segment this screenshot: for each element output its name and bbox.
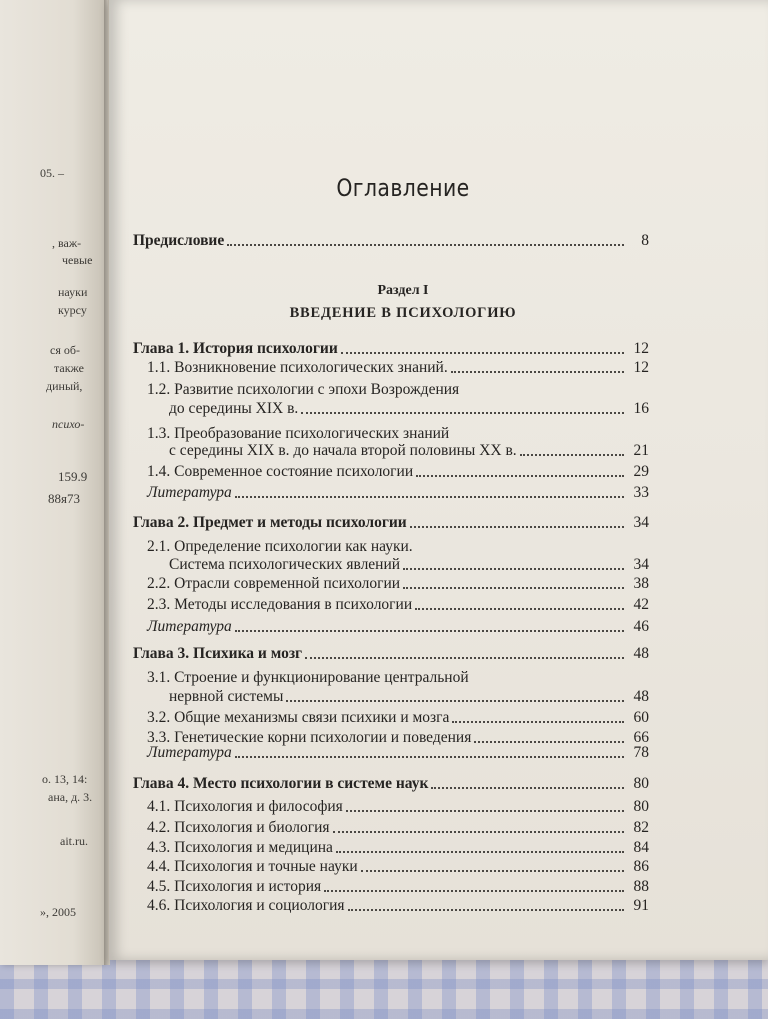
dot-leader	[451, 371, 624, 373]
toc-label-cont: до середины XIX в.	[169, 400, 299, 417]
toc-item	[147, 897, 649, 915]
toc-chapter	[133, 775, 649, 793]
dot-leader	[348, 909, 624, 911]
toc-item	[147, 709, 649, 727]
toc-page-number: 80	[633, 775, 649, 792]
section-label: Раздел I	[377, 283, 429, 298]
toc-page-number: 34	[633, 514, 649, 531]
toc-chapter	[133, 514, 649, 532]
toc-page-number: 86	[633, 858, 649, 875]
dot-leader	[341, 352, 624, 354]
toc-chapter	[133, 645, 649, 663]
left-fragment: о. 13, 14:	[42, 772, 88, 786]
toc-page-number: 82	[633, 819, 649, 836]
toc-item	[147, 575, 649, 593]
toc-page-number: 80	[633, 798, 649, 815]
left-fragment: чевые	[62, 253, 93, 267]
dot-leader	[333, 831, 624, 833]
left-fragment: психо-	[52, 417, 85, 431]
dot-leader	[346, 810, 624, 812]
toc-label: Глава 1. История психологии	[133, 340, 338, 357]
toc-page-number: 16	[633, 400, 649, 417]
toc-label: 3.3. Генетические корни психологии и поведения	[147, 729, 472, 746]
left-fragment: 159.9	[58, 469, 88, 484]
toc-label-cont: с середины XIX в. до начала второй половины XX в.	[169, 442, 517, 459]
toc-item	[169, 556, 649, 574]
toc-label: Литература	[147, 744, 232, 761]
toc-page-number: 48	[633, 688, 649, 705]
left-fragment: ся об-	[50, 343, 80, 357]
toc-preface	[133, 232, 649, 250]
dot-leader	[305, 657, 624, 659]
toc-label: Предисловие	[133, 232, 225, 249]
toc-page-number: 42	[633, 596, 649, 613]
toc-page-number: 21	[633, 442, 649, 459]
toc-item	[147, 858, 649, 876]
toc-label-cont: Система психологических явлений	[169, 556, 401, 573]
toc-label: 4.6. Психология и социология	[147, 897, 345, 914]
toc-page-number: 46	[633, 618, 649, 635]
left-fragment: также	[54, 361, 85, 375]
contents-page	[108, 0, 768, 960]
left-fragment: 05. –	[40, 166, 64, 180]
toc-label: Глава 3. Психика и мозг	[133, 645, 303, 662]
toc-label: 1.4. Современное состояние психологии	[147, 463, 414, 480]
toc-label: Глава 4. Место психологии в системе наук	[133, 775, 429, 792]
left-fragment: ait.ru.	[60, 834, 88, 848]
dot-leader	[361, 870, 624, 872]
dot-leader	[520, 454, 624, 456]
left-fragment: 88я73	[48, 491, 80, 506]
toc-page-number: 29	[633, 463, 649, 480]
dot-leader	[235, 756, 624, 758]
toc-item	[147, 744, 649, 762]
toc-item-label: 1.2. Развитие психологии с эпохи Возрождения	[147, 381, 460, 398]
toc-label: 4.1. Психология и философия	[147, 798, 343, 815]
toc-item	[147, 839, 649, 857]
dot-leader	[403, 587, 624, 589]
left-fragment: », 2005	[40, 905, 76, 919]
page-title: Оглавление	[336, 174, 470, 202]
toc-item-label: 2.1. Определение психологии как науки.	[147, 538, 413, 555]
toc-page-number: 60	[633, 709, 649, 726]
dot-leader	[415, 608, 624, 610]
toc-label: 4.3. Психология и медицина	[147, 839, 333, 856]
toc-item	[147, 484, 649, 502]
toc-item	[147, 819, 649, 837]
toc-item	[169, 688, 649, 706]
toc-label: Глава 2. Предмет и методы психологии	[133, 514, 407, 531]
toc-page-number: 91	[633, 897, 649, 914]
dot-leader	[431, 787, 624, 789]
toc-label: 4.4. Психология и точные науки	[147, 858, 358, 875]
toc-label: 2.2. Отрасли современной психологии	[147, 575, 401, 592]
toc-item	[147, 618, 649, 636]
toc-page-number: 38	[633, 575, 649, 592]
left-fragment: науки	[58, 285, 88, 299]
toc-item	[147, 798, 649, 816]
toc-label: 2.3. Методы исследования в психологии	[147, 596, 413, 613]
toc-label: 4.5. Психология и история	[147, 878, 322, 895]
toc-item	[169, 442, 649, 460]
toc-page-number: 8	[641, 232, 649, 249]
dot-leader	[286, 700, 624, 702]
toc-item	[147, 596, 649, 614]
toc-item-label: 3.1. Строение и функционирование центральной	[147, 669, 469, 686]
toc-page-number: 34	[633, 556, 649, 573]
left-fragment: диный,	[46, 379, 83, 393]
toc-label: 4.2. Психология и биология	[147, 819, 330, 836]
dot-leader	[301, 412, 624, 414]
dot-leader	[474, 741, 624, 743]
dot-leader	[416, 475, 624, 477]
toc-page-number: 12	[633, 340, 649, 357]
section-title: ВВЕДЕНИЕ В ПСИХОЛОГИЮ	[289, 305, 517, 321]
dot-leader	[324, 890, 624, 892]
toc-label: Литература	[147, 484, 232, 501]
toc-item-label: 1.3. Преобразование психологических знаний	[147, 425, 450, 442]
toc-item	[147, 878, 649, 896]
dot-leader	[235, 496, 624, 498]
toc-page-number: 48	[633, 645, 649, 662]
toc-item	[169, 400, 649, 418]
dot-leader	[410, 526, 624, 528]
toc-page-number: 66	[633, 729, 649, 746]
dot-leader	[452, 721, 624, 723]
left-fragment: курсу	[58, 303, 87, 317]
left-fragment: , важ-	[52, 236, 82, 250]
toc-label: 1.1. Возникновение психологических знаний.	[147, 359, 448, 376]
dot-leader	[227, 244, 624, 246]
toc-label: Литература	[147, 618, 232, 635]
toc-chapter	[133, 340, 649, 358]
left-fragment: ана, д. 3.	[48, 790, 93, 804]
toc-page-number: 78	[633, 744, 649, 761]
dot-leader	[403, 568, 624, 570]
dot-leader	[336, 851, 624, 853]
toc-page-number: 88	[633, 878, 649, 895]
dot-leader	[235, 630, 624, 632]
toc-page-number: 12	[633, 359, 649, 376]
toc-label: 3.2. Общие механизмы связи психики и мозга	[147, 709, 450, 726]
previous-page	[0, 0, 104, 965]
toc-page-number: 84	[633, 839, 649, 856]
toc-page-number: 33	[633, 484, 649, 501]
toc-item	[147, 359, 649, 377]
toc-item	[147, 463, 649, 481]
toc-label-cont: нервной системы	[169, 688, 284, 705]
